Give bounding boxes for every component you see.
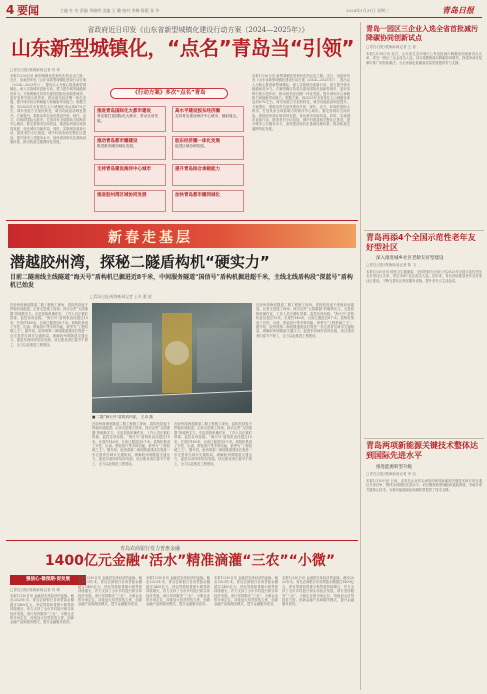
diagram-item: 推进青岛国际化大都市建设 青岛要打造国际化大都市，带动全省发展。 — [94, 106, 166, 132]
right-story2-body: 本报1月30日讯 国家卫生健康委、全国老龄办日前公布2023年全国示范性老年友好型社区名单，青岛市4个社区成功入选。近年来，青岛持续推进老年友好型社区建设，不断完善社区养老服务设施，提升老年人生活品质。 — [366, 270, 482, 283]
feature-headline: 潜越胶州湾，探秘二隧盾构机“硬实力” — [10, 253, 270, 271]
bottom-body-col2: 本报1月30日讯 金融是实体经济的血脉。截至2023年末，青岛农商银行各项贷款余额超过1400亿元，涉农贷款和普惠小微贷款持续增长，有力支持了全市乡村振兴和实体经济发展。该行坚持服务“三农”、小微企业的市场定位，持续加大信贷投放力度，创新金融产品和服务模式，提升金融服务质效。 — [78, 576, 142, 607]
diagram-title: 《行动方案》多次“点名”青岛 — [110, 88, 228, 99]
diagram-item: 加快青岛都市圈同城化 — [172, 190, 244, 212]
feature-banner — [8, 224, 356, 248]
diagram-item: 支持青岛建设海洋中心城市 — [94, 164, 166, 186]
right-story2-subhead: 深入推进城乡社区老龄友好型建设 — [376, 256, 444, 261]
feature-body-col2: 在胶州湾海底隧道二期工程施工现场，盾构机昼夜不停地向前掘进。记者走进施工现场，探访这些“大国重器”的硬核实力。走进盾构机操作室，工作人员正紧盯屏幕，监控各项参数。“海天号”盾构机直径超过15米，长度约140米，目前已掘进近8千米。盾构机集成了开挖、出渣、拼装管片等多种功能，被誉为“工程机械之王”。据介绍，胶州湾第二海底隧道建成后将进一步完善青岛城市交通格局，缓解胶州湾隧道交通压力，促进东西两岸协同发展。项目建设者们春节不停工，全力以赴推进工程建设。 — [92, 422, 170, 466]
photo-caption: ■ 二隧“海天号”盾构机内部。 王卓 摄 — [92, 415, 153, 419]
right-story3-body: 本报1月30日讯 日前，由青岛企业牵头承担的两项新能源关键技术研究项目通过专家评审，整体达到国际先进水平。项目聚焦新型储能和氢能领域，突破多项关键核心技术，为推动能源绿色低碳转型提供了技术支撑。 — [366, 479, 482, 492]
feature-body-col4: 在胶州湾海底隧道二期工程施工现场，盾构机昼夜不停地向前掘进。记者走进施工现场，探访这些“大国重器”的硬核实力。走进盾构机操作室，工作人员正紧盯屏幕，监控各项参数。“海天号”盾构机直径超过15米，长度约140米，目前已掘进近8千米。盾构机集成了开挖、出渣、拼装管片等多种功能，被誉为“工程机械之王”。据介绍，胶州湾第二海底隧道建成后将进一步完善青岛城市交通格局，缓解胶州湾隧道交通压力，促进东西两岸协同发展。项目建设者们春节不停工，全力以赴推进工程建设。 — [256, 303, 354, 338]
diagram-item: 胶东经济圈一体化发展 促进区域协调发展。 — [172, 136, 244, 160]
right-story2-headline: 青岛再添4个全国示范性老年友好型社区 — [366, 233, 476, 252]
lead-byline: □青岛日报/观海新闻记者 肖 坤 — [10, 68, 61, 72]
diagram-item: 提升青岛综合承载能力 — [172, 164, 244, 186]
lead-kicker: 省政府近日印发《山东省新型城镇化建设行动方案（2024—2025年）》 — [87, 26, 309, 34]
right-story3-headline: 青岛两项新能源关键技术整体达到国际先进水平 — [366, 441, 478, 460]
feature-byline: □青岛日报/观海新闻记者 王卓 董 波 — [90, 294, 152, 299]
bottom-badge: 强信心·稳预期·促发展 — [10, 575, 86, 585]
right-story1-byline: □青岛日报/观海新闻记者 王 春 — [366, 45, 417, 49]
bottom-body-col1: 本报1月30日讯 金融是实体经济的血脉。截至2023年末，青岛农商银行各项贷款余额超过1400亿元，涉农贷款和普惠小微贷款持续增长，有力支持了全市乡村振兴和实体经济发展。该行坚持服务“三农”、小微企业的市场定位，持续加大信贷投放力度，创新金融产品和服务模式，提升金融服务质效。 — [10, 594, 74, 625]
tunnel-machine-illustration — [92, 303, 252, 413]
right-story3-subhead: 推进能源转型升级 — [376, 465, 412, 470]
diagram-item: 推进胶州湾区域协同发展 — [94, 190, 166, 212]
bottom-byline: □青岛日报/观海新闻记者 肖 坤 — [10, 588, 61, 592]
tunnel-photo — [92, 303, 252, 413]
lead-headline: 山东新型城镇化，“点名”青岛当“引领” — [10, 36, 355, 60]
feature-body-col3: 在胶州湾海底隧道二期工程施工现场，盾构机昼夜不停地向前掘进。记者走进施工现场，探访这些“大国重器”的硬核实力。走进盾构机操作室，工作人员正紧盯屏幕，监控各项参数。“海天号”盾构机直径超过15米，长度约140米，目前已掘进近8千米。盾构机集成了开挖、出渣、拼装管片等多种功能，被誉为“工程机械之王”。据介绍，胶州湾第二海底隧道建成后将进一步完善青岛城市交通格局，缓解胶州湾隧道交通压力，促进东西两岸协同发展。项目建设者们春节不停工，全力以赴推进工程建设。 — [174, 422, 252, 466]
section-name: 要闻 — [17, 4, 39, 17]
right-story2-byline: □青岛日报/观海新闻记者 陈 飞 — [366, 263, 417, 267]
bottom-body-col4: 本报1月30日讯 金融是实体经济的血脉。截至2023年末，青岛农商银行各项贷款余额超过1400亿元，涉农贷款和普惠小微贷款持续增长，有力支持了全市乡村振兴和实体经济发展。该行坚持服务“三农”、小微企业的市场定位，持续加大信贷投放力度，创新金融产品和服务模式，提升金融服务质效。 — [214, 576, 278, 607]
lead-body-col3: 本报1月30日讯 新型城镇化是现代化的必由之路。近日，省政府印发《山东省新型城镇化建设行动方案（2024—2025年）》，提出以人为核心推进新型城镇化，深入实施城市更新行动，着力提升城市能级和竞争力。方案明确支持青岛建设国际化创新型城市，更好发挥引领示范作用，推动胶东经济圈一体化发展，提升城市综合承载能力和辐射带动能力。根据方案，到2025年全省常住人口城镇化率达到67%左右，城市发展方式加快转变，城市功能品质明显提升。方案提出，要推动青岛加快建设开放、现代、活力、时尚的国际大都市，打造具有全球影响力的海洋中心城市。要完善城市空间布局，推进胶州湾区域协同发展，优化城市功能布局。同时，实施城市更新行动，推进老旧小区改造、城中村改造和完整社区建设，提升城市公共服务水平。加快建设现代化基础设施体系，推动轨道交通网络化发展。 — [252, 74, 350, 131]
editor-meta: 主编 杜 亮 责编 李晓明 美编 王 璐 校对 李梅 排版 张 冬 — [60, 8, 160, 13]
right-story1-body: 本报1月30日讯 近日，山东省生态环境厅公布首批减污降碳协同创新试点名单，青岛一园区三企业成功入选。试点将聚焦减污降碳协同增效，探索形成可复制可推广的经验做法，为全省绿色低碳高质量发展提供有力支撑。 — [366, 52, 482, 65]
bottom-kicker: 青岛农商银行发力普惠金融 — [120, 546, 181, 552]
bottom-headline: 1400亿元金融“活水”精准滴灌“三农”“小微” — [44, 553, 336, 569]
page-number: 4 — [6, 3, 15, 17]
banner-text: 新春走基层 — [108, 230, 193, 246]
bottom-body-col3: 本报1月30日讯 金融是实体经济的血脉。截至2023年末，青岛农商银行各项贷款余额超过1400亿元，涉农贷款和普惠小微贷款持续增长，有力支持了全市乡村振兴和实体经济发展。该行坚持服务“三农”、小微企业的市场定位，持续加大信贷投放力度，创新金融产品和服务模式，提升金融服务质效。 — [146, 576, 210, 607]
feature-subhead: 目前二隧南线主线隧道“海天号”盾构机已掘进近8千米，中间服务隧道“国信号”盾构机掘进超千米，主线北线盾构段“深蓝号”盾构机已始发 — [10, 274, 353, 289]
issue-date: 2024年1月31日 星期三 — [346, 8, 390, 13]
paper-logo: 青岛日报 — [442, 6, 474, 15]
right-story1-headline: 青岛一园区三企业入选全省首批减污降碳协同创新试点 — [366, 25, 478, 42]
feature-body-col1: 在胶州湾海底隧道二期工程施工现场，盾构机昼夜不停地向前掘进。记者走进施工现场，探访这些“大国重器”的硬核实力。走进盾构机操作室，工作人员正紧盯屏幕，监控各项参数。“海天号”盾构机直径超过15米，长度约140米，目前已掘进近8千米。盾构机集成了开挖、出渣、拼装管片等多种功能，被誉为“工程机械之王”。据介绍，胶州湾第二海底隧道建成后将进一步完善青岛城市交通格局，缓解胶州湾隧道交通压力，促进东西两岸协同发展。项目建设者们春节不停工，全力以赴推进工程建设。 — [10, 303, 88, 347]
bottom-body-col5: 本报1月30日讯 金融是实体经济的血脉。截至2023年末，青岛农商银行各项贷款余额超过1400亿元，涉农贷款和普惠小微贷款持续增长，有力支持了全市乡村振兴和实体经济发展。该行坚持服务“三农”、小微企业的市场定位，持续加大信贷投放力度，创新金融产品和服务模式，提升金融服务质效。 — [282, 576, 354, 607]
diagram-item: 推动青岛都市圈建设 推进都市圈同城化发展。 — [94, 136, 166, 160]
diagram-item: 高水平建设胶东经济圈 支持青岛建设海洋中心城市，辐射周边。 — [172, 106, 244, 132]
plan-diagram — [90, 82, 248, 216]
masthead — [6, 4, 482, 18]
right-story3-byline: □青岛日报/观海新闻记者 李 洁 — [366, 472, 417, 476]
lead-body-col1: 本报1月30日讯 新型城镇化是现代化的必由之路。近日，省政府印发《山东省新型城镇化建设行动方案（2024—2025年）》，提出以人为核心推进新型城镇化，深入实施城市更新行动，着力提升城市能级和竞争力。方案明确支持青岛建设国际化创新型城市，更好发挥引领示范作用，推动胶东经济圈一体化发展，提升城市综合承载能力和辐射带动能力。根据方案，到2025年全省常住人口城镇化率达到67%左右，城市发展方式加快转变，城市功能品质明显提升。方案提出，要推动青岛加快建设开放、现代、活力、时尚的国际大都市，打造具有全球影响力的海洋中心城市。要完善城市空间布局，推进胶州湾区域协同发展，优化城市功能布局。同时，实施城市更新行动，推进老旧小区改造、城中村改造和完整社区建设，提升城市公共服务水平。加快建设现代化基础设施体系，推动轨道交通网络化发展。 — [10, 74, 86, 145]
